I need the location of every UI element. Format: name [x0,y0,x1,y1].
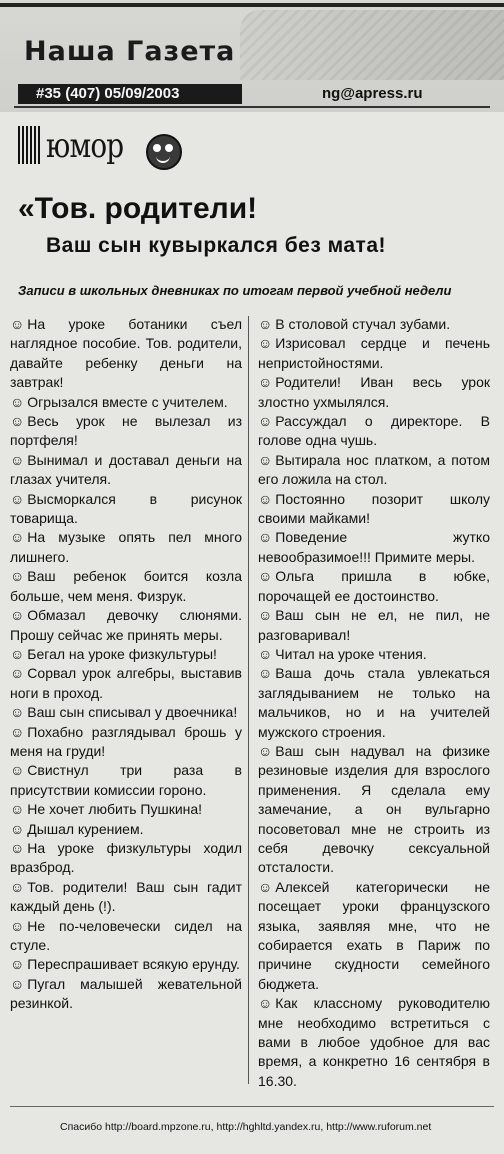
smiley-icon: ☺ [258,607,273,624]
diary-entry [258,645,490,664]
smiley-icon: ☺ [10,568,25,585]
smiley-icon: ☺ [10,723,25,740]
headline-sub: Ваш сын кувыркался без мата! [46,234,387,257]
smiley-icon: ☺ [258,665,273,682]
diary-entry [10,490,242,529]
smiley-icon: ☺ [10,801,25,818]
diary-entry-text: Ваш сын надувал на физике резиновые изделия для взрослого применения. Я сделала ему замечание, а он вульгарно посоветовал мне не строить из себя девочку сексуальной отсталости. [258,742,490,876]
smiley-icon: ☺ [10,878,25,895]
diary-entry [10,761,242,800]
diary-entry [10,839,242,878]
diary-entry-text: На уроке физкультуры ходил вразброд. [10,839,242,876]
diary-entry-text: Обмазал девочку слюнями. Прошу сейчас же принять меры. [10,607,242,643]
diary-entry [258,451,490,490]
smiley-icon: ☺ [10,917,25,934]
masthead [0,0,504,112]
smiley-icon: ☺ [10,451,25,468]
diary-entry-text: Постоянно позорит школу своими майками! [258,490,490,527]
diary-entry-text: Пугал малышей жевательной резинкой. [10,975,242,1012]
article-lead: Записи в школьных дневниках по итогам первой учебной недели [18,283,452,298]
diary-entry [10,703,242,722]
diary-entry-text: Ваш сын не ел, не пил, не разговаривал! [258,607,490,643]
diary-entry-text: Как классному руководителю мне необходимо встретиться с вами в любое удобное для вас время, а конкретно 16 сентября в 16.30. [258,995,490,1089]
diary-entry [10,412,242,451]
smiley-icon: ☺ [10,413,25,430]
column-divider [248,316,249,1084]
diary-entry [10,878,242,917]
masthead-top-rule [0,3,504,7]
smiley-icon: ☺ [258,878,273,895]
footer-rule [10,1106,494,1107]
smiley-icon: ☺ [258,316,273,332]
issue-number: #35 (407) 05/09/2003 [18,84,242,104]
diary-entry-text: Дышал курением. [27,820,144,837]
diary-entry-text: Рассуждал о директоре. В голове одна чушь. [258,413,490,449]
diary-entry-text: Не хочет любить Пушкина! [27,801,203,818]
credits-line: Спасибо http://board.mpzone.ru, http://hghltd.yandex.ru, http://www.ruforum.net [60,1121,432,1133]
diary-entry [10,645,242,664]
diary-entry [10,528,242,567]
smiley-icon: ☺ [258,335,273,352]
diary-entry [258,315,490,334]
smiley-icon: ☺ [258,645,273,662]
smiley-icon: ☺ [10,665,25,682]
masthead-pattern [240,10,504,80]
diary-entry [258,412,490,451]
rubric-stripes [18,126,42,164]
smiley-icon: ☺ [10,607,25,624]
section-rubric [18,124,178,170]
diary-entry-text: Изрисовал сердце и печень непристойностями. [258,335,490,371]
diary-entry [10,451,242,490]
diary-entry [258,528,490,567]
smiley-icon: ☺ [258,451,273,468]
diary-entry [10,955,242,974]
diary-entry-text: На музыке опять пел много лишнего. [10,529,242,565]
diary-entry-text: Ваш сын списывал у двоечника! [27,704,238,721]
diary-entry-text: Огрызался вместе с учителем. [27,393,228,410]
diary-entry [258,490,490,529]
smiley-icon [146,134,182,170]
smiley-icon: ☺ [10,704,25,721]
smiley-icon: ☺ [10,820,25,837]
diary-entry-text: Вынимал и доставал деньги на глазах учителя. [10,451,242,488]
diary-entry-text: В столовой стучал зубами. [275,316,451,332]
smiley-icon: ☺ [258,413,273,430]
diary-entry [258,606,490,645]
smiley-icon: ☺ [258,568,273,585]
contact-email: ng@apress.ru [322,85,423,102]
rubric-label: юмор [46,126,124,166]
diary-entry-text: Весь урок не вылезал из портфеля! [10,413,242,449]
smiley-icon: ☺ [10,393,25,410]
smiley-icon: ☺ [258,742,273,759]
diary-entry-text: Читал на уроке чтения. [275,645,427,662]
diary-entry [10,975,242,1014]
diary-entry [258,567,490,606]
diary-entry [10,723,242,762]
smiley-icon: ☺ [10,645,25,662]
left-column [10,315,242,1014]
smiley-icon: ☺ [10,839,25,856]
smiley-icon: ☺ [10,316,25,332]
diary-entry-text: Переспрашивает всякую ерунду. [27,956,240,973]
diary-entry-text: Ольга пришла в юбке, порочащей ее достоинство. [258,568,490,604]
smiley-icon: ☺ [10,956,25,973]
smiley-icon: ☺ [10,529,25,546]
diary-entry [10,393,242,412]
smiley-icon: ☺ [258,529,273,546]
smiley-icon: ☺ [258,995,273,1012]
smiley-icon: ☺ [10,762,25,779]
diary-entry-text: Сорвал урок алгебры, выставив ноги в проход. [10,665,242,701]
diary-entry [10,315,242,393]
headline-main: «Тов. родители! [18,192,258,225]
diary-entry-text: Не по-человечески сидел на стуле. [10,917,242,953]
diary-entry [258,742,490,878]
diary-entry-text: Родители! Иван весь урок злостно ухмылялся. [258,374,490,410]
diary-entry-text: Тов. родители! Ваш сын гадит каждый день (!). [10,878,242,915]
diary-entry-text: Вытирала нос платком, а потом его ложила на стол. [258,451,490,488]
masthead-divider [14,106,490,108]
diary-entry [10,820,242,839]
diary-entry-text: Алексей категорически не посещает уроки французского языка, заявляя мне, что не собирается ехать в Париж по причине скудности семейного бюджета. [258,878,490,992]
diary-entry [10,800,242,819]
diary-entry-text: Бегал на уроке физкультуры! [27,645,217,662]
diary-entry [258,373,490,412]
smiley-icon: ☺ [258,490,273,507]
smiley-icon: ☺ [10,975,25,992]
diary-entry-text: Высморкался в рисунок товарища. [10,490,242,527]
smiley-icon: ☺ [258,374,273,391]
diary-entry [10,606,242,645]
newspaper-logo: Наша Газета [24,36,236,67]
diary-entry-text: Ваша дочь стала увлекаться заглядыванием не только на мальчиков, но и на учителей мужского строения. [258,665,490,740]
diary-entry [258,334,490,373]
diary-entry-text: Ваш ребенок боится козла больше, чем меня. Физрук. [10,568,242,604]
diary-entry [10,917,242,956]
diary-entry [258,994,490,1091]
diary-entry-text: Свистнул три раза в присутствии комиссии гороно. [10,762,242,798]
diary-entry [258,878,490,994]
diary-entry-text: Поведение жутко невообразимое!!! Примите меры. [258,529,490,565]
right-column [258,315,490,1091]
smiley-icon: ☺ [10,490,25,507]
diary-entry [258,664,490,742]
diary-entry-text: Похабно разглядывал брошь у меня на груди! [10,723,242,759]
diary-entry-text: На уроке ботаники съел наглядное пособие. Тов. родители, давайте ребенку деньги на завтрак! [10,316,242,391]
diary-entry [10,664,242,703]
diary-entry [10,567,242,606]
